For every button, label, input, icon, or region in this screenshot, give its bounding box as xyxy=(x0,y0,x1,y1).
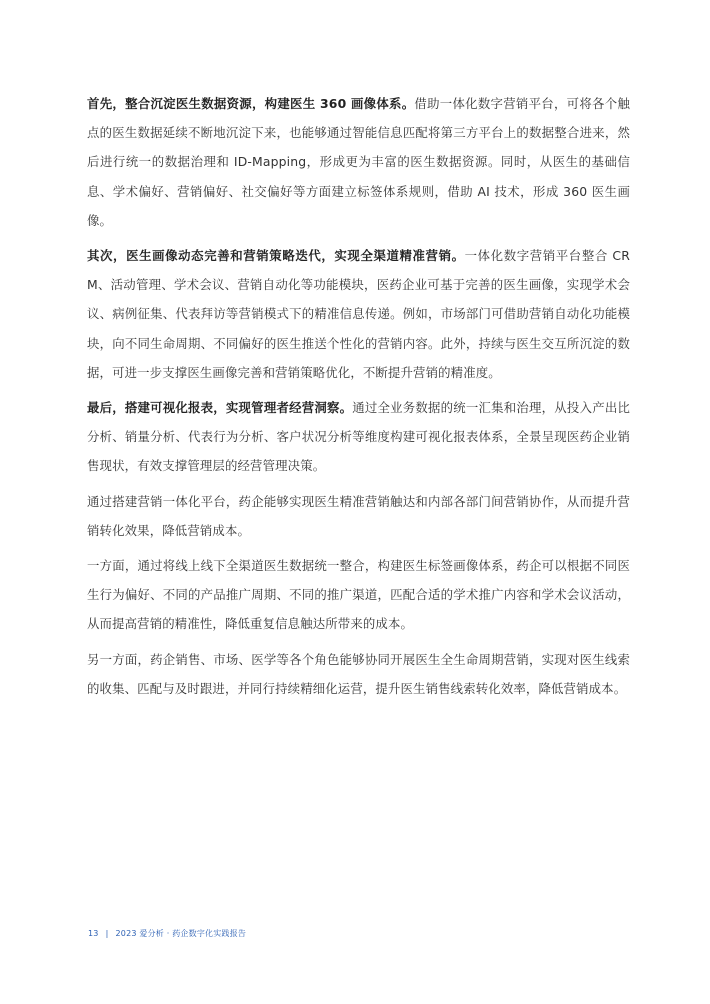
paragraph-4-text: 通过搭建营销一体化平台，药企能够实现医生精准营销触达和内部各部门间营销协作，从而提升营销转化效果，降低营销成本。 xyxy=(87,493,630,538)
paragraph-2-heading: 其次，医生画像动态完善和营销策略迭代，实现全渠道精准营销。 xyxy=(87,248,465,264)
paragraph-3 xyxy=(87,393,630,481)
paragraph-3-heading: 最后，搭建可视化报表，实现管理者经营洞察。 xyxy=(87,400,353,416)
paragraph-4 xyxy=(87,487,630,545)
paragraph-3-text: 通过全业务数据的统一汇集和治理，从投入产出比分析、销量分析、代表行为分析、客户状况分析等维度构建可视化报表体系，全景呈现医药企业销售现状，有效支撑管理层的经营管理决策。 xyxy=(87,400,630,474)
paragraph-2-text: 一体化数字营销平台整合 CRM、活动管理、学术会议、营销自动化等功能模块，医药企业可基于完善的医生画像，实现学术会议、病例征集、代表拜访等营销模式下的精准信息传递。例如，市场部门可借助营销自动化功能模块，向不同生命周期、不同偏好的医生推送个性化的营销内容。此外，持续与医生交互所沉淀的数据，可进一步支撑医生画像完善和营销策略优化，不断提升营销的精准度。 xyxy=(87,248,630,380)
footer-separator: | xyxy=(105,929,109,938)
paragraph-5-text: 一方面，通过将线上线下全渠道医生数据统一整合，构建医生标签画像体系，药企可以根据不同医生行为偏好、不同的产品推广周期、不同的推广渠道，匹配合适的学术推广内容和学术会议活动，从而提高营销的精准性，降低重复信息触达所带来的成本。 xyxy=(87,558,630,632)
paragraph-5 xyxy=(87,551,630,639)
page-footer xyxy=(88,928,246,939)
page-number: 13 xyxy=(88,929,99,938)
body-content xyxy=(87,89,630,709)
paragraph-1-text: 借助一体化数字营销平台，可将各个触点的医生数据延续不断地沉淀下来，也能够通过智能信息匹配将第三方平台上的数据整合进来，然后进行统一的数据治理和 ID-Mapping，形成更为丰富的医生数据资源。同时，从医生的基础信息、学术偏好、营销偏好、社交偏好等方面建立标签体系规则，借助 AI 技术，形成 360 医生画像。 xyxy=(87,96,630,228)
report-title: 2023 爱分析 · 药企数字化实践报告 xyxy=(115,929,247,938)
paragraph-2 xyxy=(87,241,630,387)
paragraph-1-heading: 首先，整合沉淀医生数据资源，构建医生 360 画像体系。 xyxy=(87,96,415,111)
paragraph-6 xyxy=(87,645,630,703)
paragraph-6-text: 另一方面，药企销售、市场、医学等各个角色能够协同开展医生全生命周期营销，实现对医生线索的收集、匹配与及时跟进，并同行持续精细化运营，提升医生销售线索转化效率，降低营销成本。 xyxy=(87,651,630,696)
paragraph-1 xyxy=(87,89,630,235)
